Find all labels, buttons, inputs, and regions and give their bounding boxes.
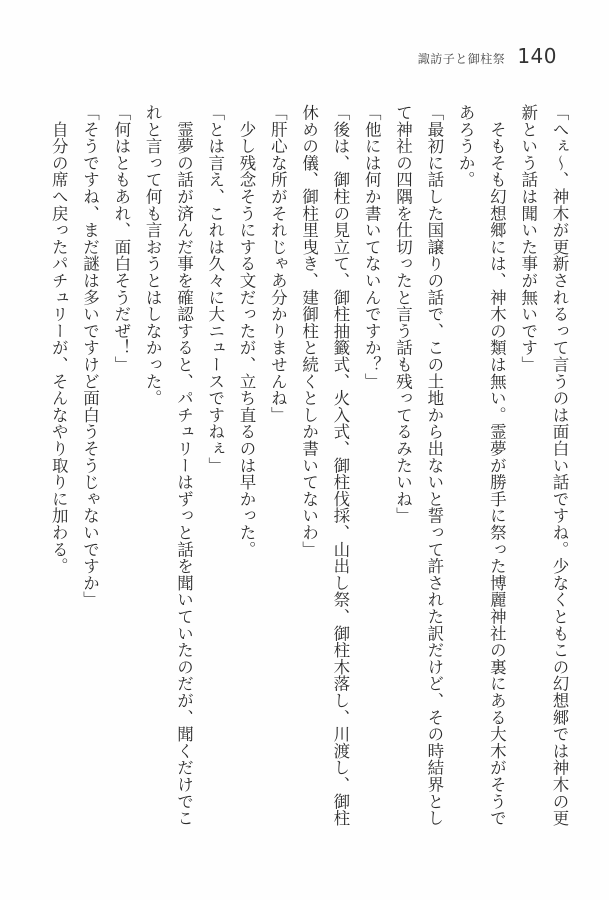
running-header (418, 44, 557, 68)
text-line: そもそも幻想郷には、神木の類は無い。霊夢が勝手に祭った博麗神社の裏にある大木がそうで (487, 104, 507, 827)
text-line: 「後は、御柱の見立て、御柱抽籤式、火入式、御柱伐採、山出し祭、御柱木落し、川渡し、御柱 (330, 104, 350, 827)
text-line: 休めの儀、御柱里曳き、建御柱と続くとしか書いてないわ」 (299, 104, 319, 558)
text-line: 「へぇ～、神木が更新されるって言うのは面白い話ですね。少なくともこの幻想郷では神木の更 (550, 104, 569, 827)
vertical-body-text (20, 104, 575, 854)
text-line: 霊夢の話が済んだ事を確認すると、パチュリーはずっと話を聞いていたのだが、聞くだけでこ (174, 104, 194, 827)
text-line: 自分の席へ戻ったパチュリーが、そんなやり取りに加わる。 (49, 104, 69, 575)
page-number: 140 (517, 44, 557, 68)
running-title: 諏訪子と御柱祭 (417, 52, 506, 66)
text-line: 新という話は聞いた事が無いです」 (518, 104, 538, 373)
text-line: 「最初に話した国譲りの話で、この土地から出ないと誓って許された訳だけど、その時結界とし (424, 104, 444, 827)
text-line: 「とは言え、これは久々に大ニュースですねぇ」 (205, 104, 225, 474)
text-line: 「肝心な所がそれじゃあ分かりませんね」 (268, 104, 288, 424)
text-line: 「そうですね、まだ謎は多いですけど面白うそうじゃないですか」 (80, 104, 100, 608)
text-line: 「何はともあれ、面白そうだぜ！」 (111, 104, 131, 373)
text-line: 少し残念そうにする文だったが、立ち直るのは早かった。 (237, 104, 257, 558)
text-line: あろうか。 (456, 104, 476, 188)
text-line: て神社の四隅を仕切ったと言う話も残ってるみたいね」 (393, 104, 413, 524)
text-line: れと言って何も言おうとはしなかった。 (143, 104, 163, 407)
text-line: 「他には何か書いてないんですか？」 (362, 104, 382, 390)
